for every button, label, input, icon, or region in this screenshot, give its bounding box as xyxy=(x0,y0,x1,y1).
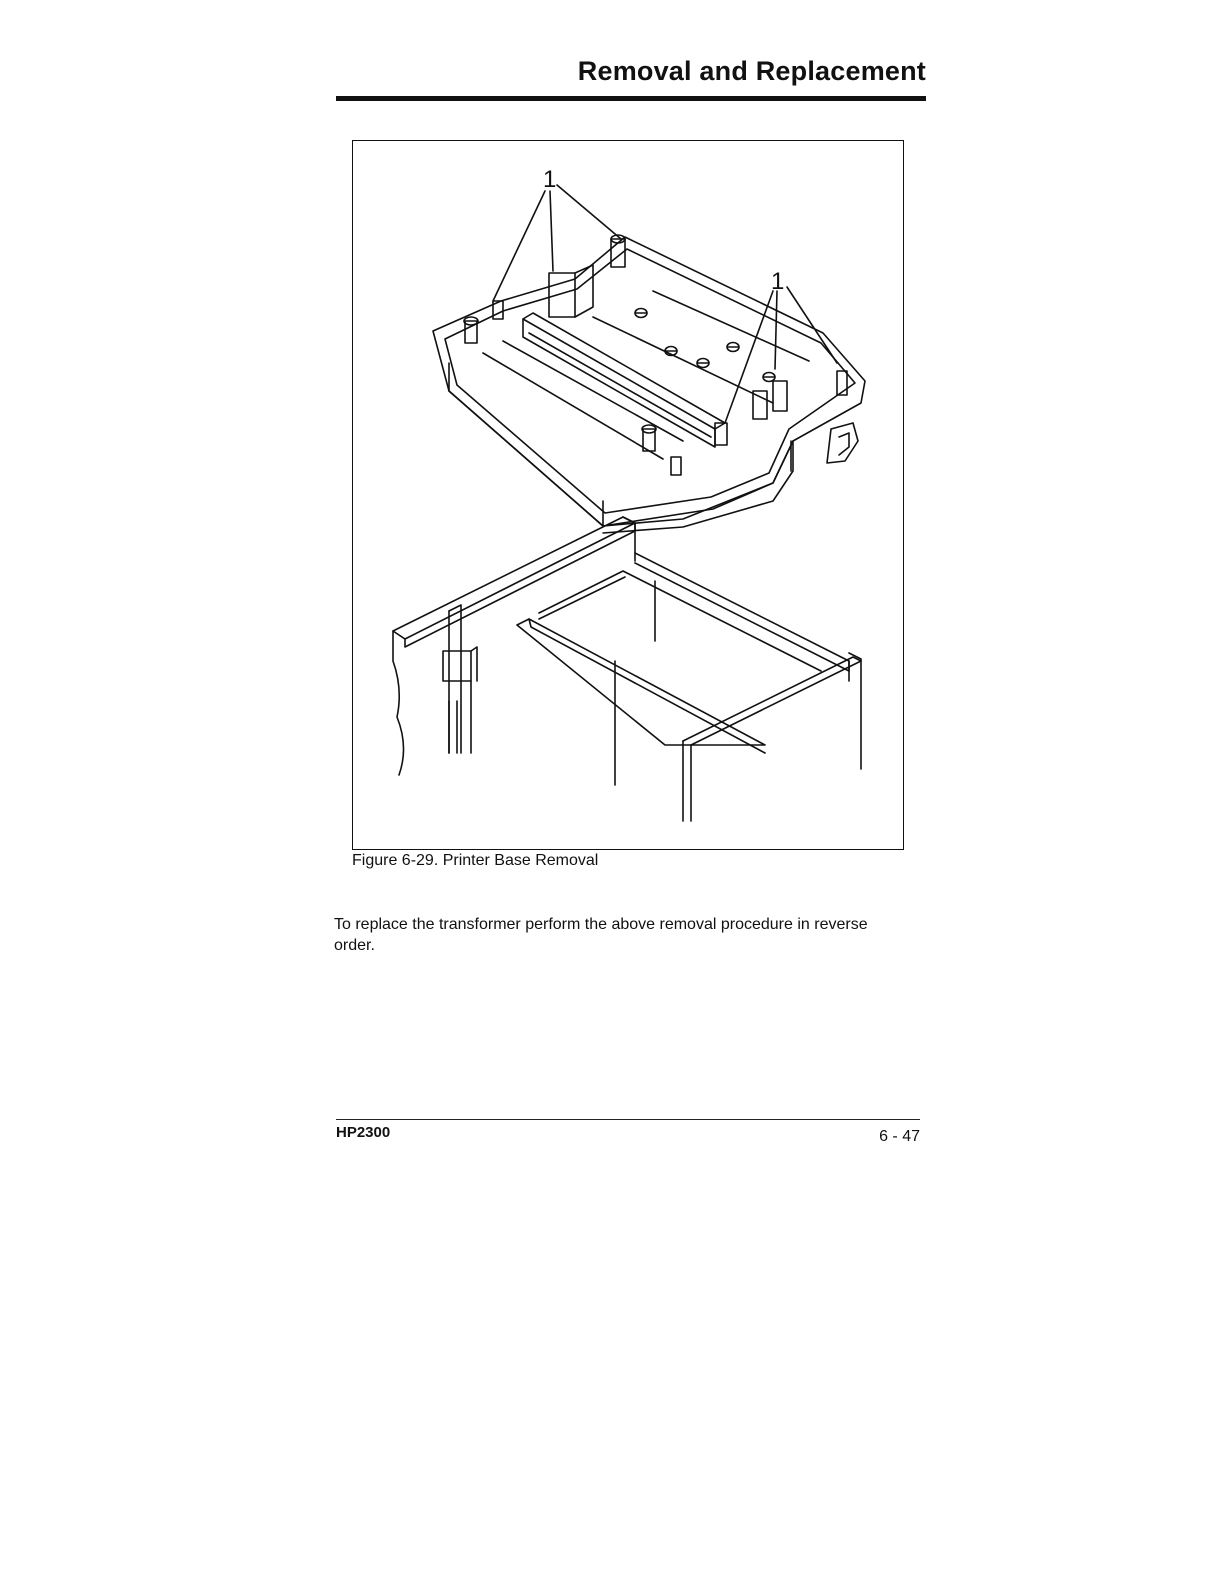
printer-base-illustration xyxy=(353,141,904,850)
body-paragraph: To replace the transformer perform the above removal procedure in reverse order. xyxy=(334,916,868,954)
printer-stand-frame xyxy=(393,517,861,821)
footer-model: HP2300 xyxy=(336,1124,391,1141)
figure-caption: Figure 6-29. Printer Base Removal xyxy=(352,852,599,869)
printer-base-tray xyxy=(433,235,865,533)
page-header-title: Removal and Replacement xyxy=(577,56,926,86)
header-rule xyxy=(336,96,926,101)
footer-page-number: 6 - 47 xyxy=(879,1128,920,1145)
callout-leaders xyxy=(493,185,837,423)
figure-frame xyxy=(352,140,904,850)
callout-label-right: 1 xyxy=(771,268,785,295)
callout-label-left: 1 xyxy=(543,166,557,193)
footer-rule xyxy=(336,1119,920,1120)
